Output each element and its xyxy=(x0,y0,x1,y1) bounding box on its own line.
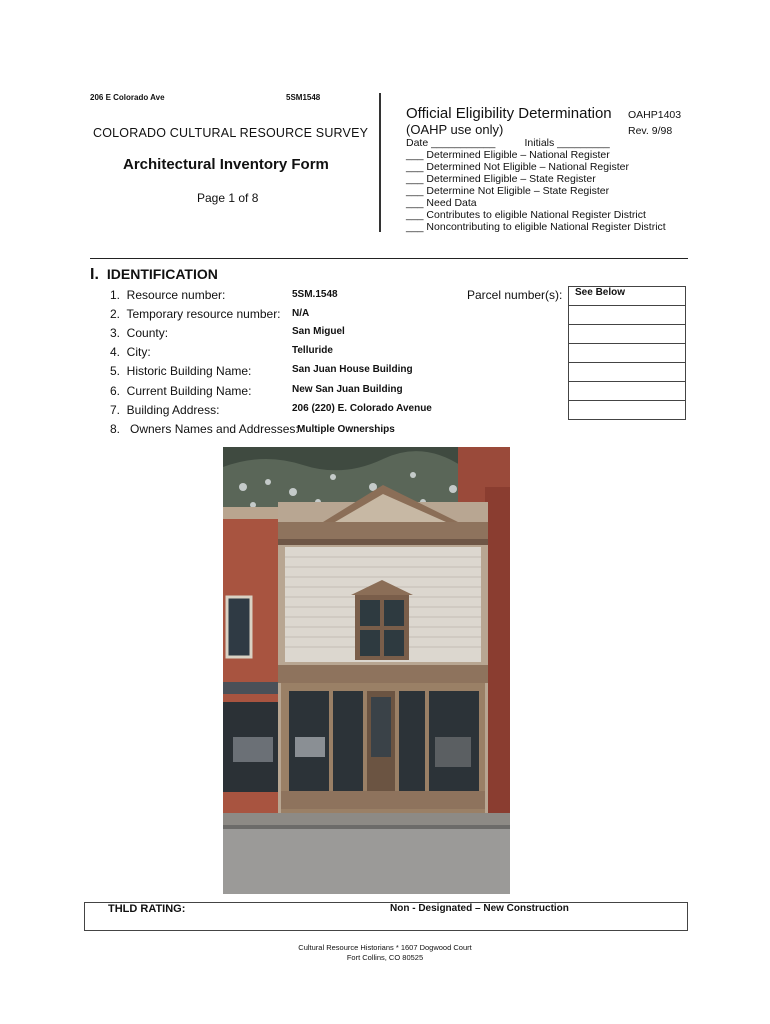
section-roman: I. xyxy=(90,266,99,283)
field-label: 3. County: xyxy=(110,326,169,340)
survey-title: COLORADO CULTURAL RESOURCE SURVEY xyxy=(93,126,369,140)
field-value: New San Juan Building xyxy=(292,384,403,395)
parcel-cell xyxy=(569,382,686,401)
field-value: San Miguel xyxy=(292,326,345,337)
field-label: 1. Resource number: xyxy=(110,288,226,302)
section-divider xyxy=(90,258,688,259)
field-value: Telluride xyxy=(292,345,333,356)
header-address: 206 E Colorado Ave xyxy=(90,93,165,102)
thld-label: THLD RATING: xyxy=(108,903,186,915)
section-heading xyxy=(90,266,218,284)
field-label: 2. Temporary resource number: xyxy=(110,307,281,321)
field-label: 6. Current Building Name: xyxy=(110,384,252,398)
field-value: 206 (220) E. Colorado Avenue xyxy=(292,403,432,414)
eligibility-item: ___ Determine Not Eligible – State Register xyxy=(406,185,610,197)
eligibility-item: ___ Determined Eligible – National Register xyxy=(406,149,610,161)
header-divider xyxy=(379,93,381,232)
field-value: San Juan House Building xyxy=(292,364,413,375)
oahp-revision: Rev. 9/98 xyxy=(628,125,673,137)
footer-line-2: Fort Collins, CO 80525 xyxy=(346,953,424,962)
field-value: 5SM.1548 xyxy=(292,289,338,300)
parcel-cell: See Below xyxy=(569,287,686,306)
field-label: 4. City: xyxy=(110,345,151,359)
eligibility-subtitle: (OAHP use only) xyxy=(406,122,504,137)
owners-label: 8. Owners Names and Addresses: xyxy=(110,422,299,436)
oahp-code: OAHP1403 xyxy=(628,109,682,121)
owners-value: Multiple Ownerships xyxy=(297,424,395,435)
eligibility-date-line: Date ___________ Initials _________ xyxy=(406,137,610,149)
section-title: IDENTIFICATION xyxy=(106,266,218,282)
eligibility-item: ___ Determined Eligible – State Register xyxy=(406,173,596,185)
field-value: N/A xyxy=(292,308,310,319)
footer-line-1: Cultural Resource Historians * 1607 Dogwood Court xyxy=(298,943,472,952)
field-label: 7. Building Address: xyxy=(110,403,220,417)
eligibility-item: ___ Noncontributing to eligible National Register District xyxy=(406,221,666,233)
building-photo xyxy=(223,447,510,894)
field-label: 5. Historic Building Name: xyxy=(110,364,252,378)
parcel-cell xyxy=(569,401,686,420)
thld-value: Non - Designated – New Construction xyxy=(390,903,569,914)
parcel-cell xyxy=(569,306,686,325)
parcel-cell xyxy=(569,344,686,363)
header-site-id: 5SM1548 xyxy=(286,93,321,102)
parcel-cell xyxy=(569,325,686,344)
eligibility-item: ___ Need Data xyxy=(406,197,477,209)
eligibility-item: ___ Determined Not Eligible – National Register xyxy=(406,161,629,173)
page-number: Page 1 of 8 xyxy=(197,191,259,205)
eligibility-title: Official Eligibility Determination xyxy=(406,105,612,122)
parcel-cell xyxy=(569,363,686,382)
eligibility-item: ___ Contributes to eligible National Register District xyxy=(406,209,646,221)
parcel-table xyxy=(568,286,686,420)
parcel-label: Parcel number(s): xyxy=(467,288,563,302)
form-title: Architectural Inventory Form xyxy=(123,156,329,173)
